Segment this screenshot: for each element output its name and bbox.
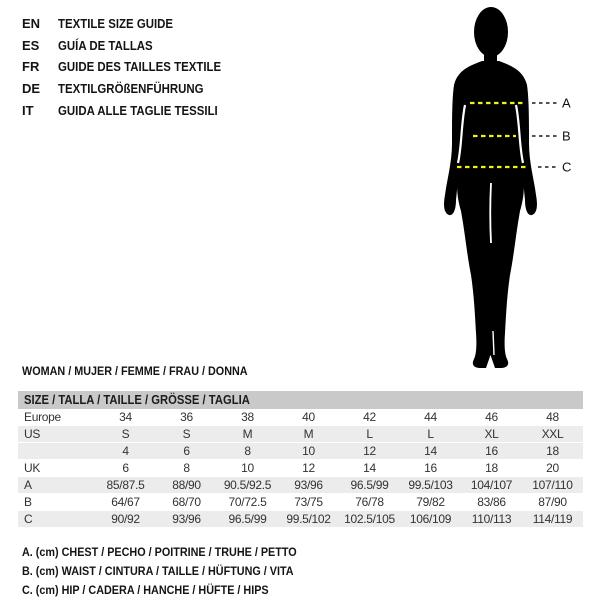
table-row	[18, 494, 583, 511]
table-row	[18, 511, 583, 528]
language-title: TEXTILGRÖßENFÜHRUNG	[58, 81, 204, 97]
size-table-body	[18, 409, 583, 528]
size-cell: 10	[302, 444, 315, 458]
size-table-header	[18, 391, 583, 409]
legend-line: C. (cm) HIP / CADERA / HANCHE / HÜFTE / HIPS	[22, 583, 269, 597]
row-label: Europe	[24, 410, 61, 424]
size-cell: 90.5/92.5	[223, 478, 272, 492]
size-cell: 96.5/99	[228, 512, 267, 526]
language-row	[22, 56, 243, 78]
table-row	[18, 443, 583, 460]
gender-heading: WOMAN / MUJER / FEMME / FRAU / DONNA	[22, 364, 248, 378]
size-cell: 6	[183, 444, 190, 458]
size-cell: 6	[122, 461, 129, 475]
language-row	[22, 99, 243, 121]
size-cell: 87/90	[538, 495, 567, 509]
size-cell: 48	[546, 410, 559, 424]
language-title: TEXTILE SIZE GUIDE	[58, 16, 174, 32]
size-cell: 102.5/105	[344, 512, 395, 526]
size-cell: 36	[180, 410, 193, 424]
table-row	[18, 409, 583, 426]
legend-line: B. (cm) WAIST / CINTURA / TAILLE / HÜFTUNG / VITA	[22, 564, 294, 578]
language-code: EN	[22, 16, 41, 32]
size-cell: 8	[183, 461, 190, 475]
language-row	[22, 35, 243, 57]
size-cell: 20	[546, 461, 559, 475]
shin-gap-highlight	[493, 331, 494, 355]
size-cell: 99.5/103	[408, 478, 453, 492]
size-cell: 8	[244, 444, 251, 458]
size-cell: 79/82	[416, 495, 445, 509]
row-label	[18, 443, 95, 459]
measure-label-a: A	[562, 95, 571, 111]
size-table	[18, 391, 583, 528]
size-cell: 18	[546, 444, 559, 458]
size-cell: 99.5/102	[286, 512, 331, 526]
size-cell: 76/78	[355, 495, 384, 509]
size-cell: 46	[485, 410, 498, 424]
size-cell: 107/110	[532, 478, 573, 492]
size-cell: 88/90	[172, 478, 201, 492]
size-cell: 44	[424, 410, 437, 424]
size-cell: 90/92	[111, 512, 140, 526]
row-label: C	[24, 512, 33, 526]
size-cell: 14	[424, 444, 437, 458]
language-code: FR	[22, 59, 40, 75]
language-title-list	[22, 13, 243, 121]
size-cell: 4	[122, 444, 129, 458]
language-row	[22, 13, 243, 35]
size-cell: 96.5/99	[350, 478, 389, 492]
size-cell: 104/107	[470, 478, 513, 492]
size-cell: 40	[302, 410, 315, 424]
size-cell: 38	[241, 410, 254, 424]
language-row	[22, 78, 243, 100]
measurement-legend	[22, 543, 327, 600]
size-cell: S	[182, 427, 191, 441]
size-cell: 14	[363, 461, 376, 475]
size-cell: 18	[485, 461, 498, 475]
language-title: GUIDE DES TAILLES TEXTILE	[58, 59, 222, 75]
size-cell: 70/72.5	[228, 495, 267, 509]
measure-label-b: B	[562, 128, 571, 144]
size-cell: 68/70	[172, 495, 201, 509]
size-cell: 110/113	[471, 512, 512, 526]
language-title: GUIDA ALLE TAGLIE TESSILI	[58, 102, 218, 118]
table-row	[18, 477, 583, 494]
measure-label-c: C	[562, 159, 572, 175]
size-cell: 73/75	[294, 495, 323, 509]
row-label: A	[24, 478, 32, 492]
size-cell: 93/96	[294, 478, 323, 492]
size-cell: 106/109	[409, 512, 452, 526]
size-cell: L	[427, 427, 434, 441]
size-cell: 12	[363, 444, 376, 458]
size-cell: 16	[424, 461, 437, 475]
table-row	[18, 426, 583, 443]
size-cell: S	[121, 427, 130, 441]
row-label: US	[24, 427, 41, 441]
size-cell: M	[303, 427, 314, 441]
language-code: IT	[22, 102, 34, 118]
size-cell: 114/119	[532, 512, 573, 526]
size-cell: L	[366, 427, 373, 441]
size-cell: 83/86	[477, 495, 506, 509]
row-label: UK	[24, 461, 41, 475]
legend-line: A. (cm) CHEST / PECHO / POITRINE / TRUHE / PETTO	[22, 545, 297, 559]
size-table-header-text: SIZE / TALLA / TAILLE / GRÖSSE / TAGLIA	[24, 393, 250, 407]
size-cell: 85/87.5	[106, 478, 145, 492]
language-code: DE	[22, 81, 41, 97]
size-cell: 93/96	[172, 512, 201, 526]
size-cell: XXL	[541, 427, 564, 441]
woman-silhouette-diagram	[428, 3, 578, 373]
size-cell: 64/67	[111, 495, 140, 509]
table-row	[18, 460, 583, 477]
size-cell: 12	[302, 461, 315, 475]
size-cell: M	[242, 427, 253, 441]
language-title: GUÍA DE TALLAS	[58, 37, 153, 53]
language-code: ES	[22, 37, 40, 53]
size-cell: 34	[119, 410, 132, 424]
row-label: B	[24, 495, 32, 509]
size-cell: XL	[484, 427, 499, 441]
inner-thigh-gap-highlight	[490, 183, 491, 243]
size-cell: 16	[485, 444, 498, 458]
size-cell: 42	[363, 410, 376, 424]
size-cell: 10	[241, 461, 254, 475]
